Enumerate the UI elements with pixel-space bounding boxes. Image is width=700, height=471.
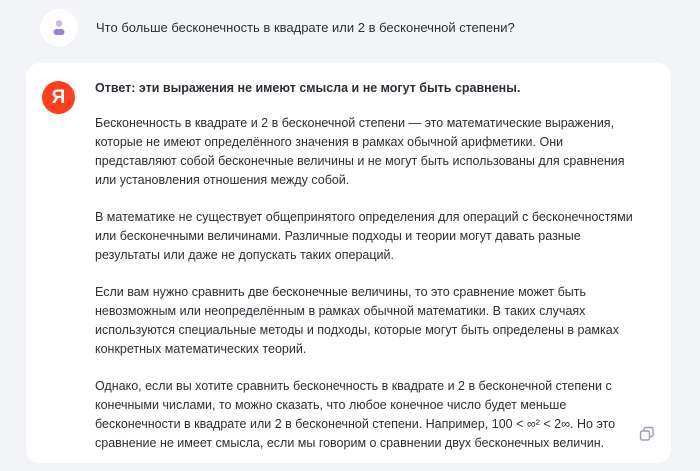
answer-body — [95, 79, 645, 471]
copy-icon — [638, 425, 656, 443]
user-message-row — [0, 0, 700, 58]
copy-button[interactable] — [638, 425, 658, 445]
answer-paragraph: Бесконечность в квадрате и 2 в бесконечной степени — это математические выражения, которые не имеют определённого значения в рамках обычной арифметики. Они представляют собой бесконечные величины и не могут быть использованы для сравнения или установления отношения между собой. — [95, 116, 625, 187]
user-silhouette-icon — [52, 19, 66, 36]
user-question-text: Что больше бесконечность в квадрате или 2 в бесконечной степени? — [96, 20, 515, 35]
answer-paragraph: В математике не существует общепринятого определения для операций с бесконечностями или бесконечными величинами. Различные подходы и теории могут давать разные результаты или даже не допускать таких операций. — [95, 210, 633, 262]
answer-paragraph: Если вам нужно сравнить две бесконечные величины, то это сравнение может быть невозможным или неопределённым в рамках обычной математики. В таких случаях используются специальные методы и подходы, которые могут быть определены в рамках конкретных математических теорий. — [95, 285, 619, 356]
answer-heading: Ответ: эти выражения не имеют смысла и не могут быть сравнены. — [95, 81, 521, 95]
answer-card — [26, 63, 671, 463]
user-avatar — [40, 9, 78, 47]
answer-paragraph: Однако, если вы хотите сравнить бесконечность в квадрате и 2 в бесконечной степени с конечными числами, то можно сказать, что любое конечное число будет меньше бесконечности в квадрате или 2 в бесконечной степени. Например, 100 < ∞² < 2∞. Но это сравнение не имеет смысла, если мы говорим о сравнении двух бесконечных величин. — [95, 379, 616, 450]
yandex-logo-icon: Я — [42, 81, 75, 114]
